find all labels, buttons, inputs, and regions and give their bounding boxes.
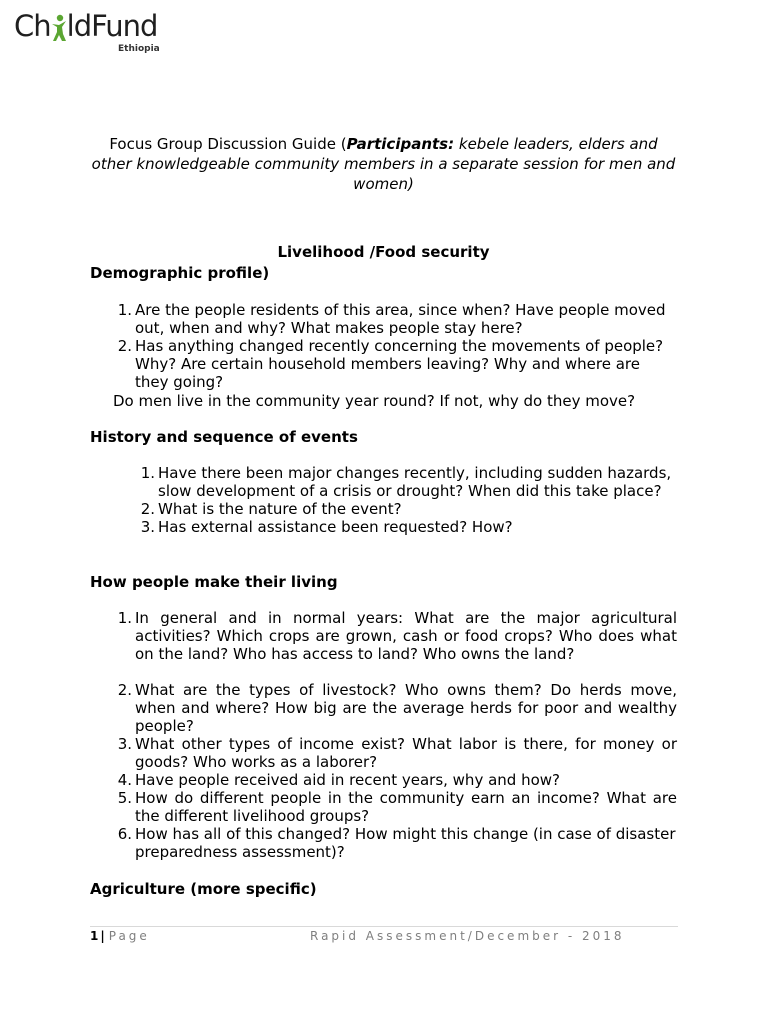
list-item: 4. Have people received aid in recent years, why and how? <box>117 771 560 789</box>
page-footer <box>90 928 678 944</box>
history-list <box>140 464 677 536</box>
section-main-heading: Livelihood /Food security <box>277 243 490 261</box>
logo-text-start: Ch <box>14 9 51 43</box>
list-item: 1. In general and in normal years: What are the major agricultural activities? Which crops are grown, cash or food crops? Who does what on the land? Who has access to land? Who owns the land? <box>117 609 677 663</box>
logo-text-end: ldFund <box>66 9 158 43</box>
child-figure-icon <box>50 14 68 42</box>
demographic-list <box>117 301 677 391</box>
title-participants-text: kebele leaders, elders and other knowledgeable community members in a separate session for men and women) <box>91 135 676 193</box>
agriculture-heading: Agriculture (more specific) <box>90 880 317 898</box>
list-item: 1. Are the people residents of this area, since when? Have people moved out, when and why? What makes people stay here? <box>117 301 666 337</box>
footer-divider <box>90 926 678 927</box>
history-heading: History and sequence of events <box>90 428 358 446</box>
list-spacer <box>135 663 677 681</box>
demographic-extra-question: Do men live in the community year round? If not, why do they move? <box>113 392 636 410</box>
list-item: 2. What is the nature of the event? <box>140 500 402 518</box>
document-title <box>90 134 677 194</box>
childfund-logo <box>14 10 162 56</box>
title-plain: Focus Group Discussion Guide ( <box>109 135 347 153</box>
page-number: 1 <box>90 929 99 943</box>
demographic-heading: Demographic profile) <box>90 264 270 282</box>
title-participants-label: Participants: <box>346 135 455 153</box>
logo-subtitle: Ethiopia <box>118 44 160 54</box>
logo-wordmark <box>14 10 162 42</box>
list-item: 5. How do different people in the community earn an income? What are the different livelihood groups? <box>117 789 677 825</box>
list-item: 3. What other types of income exist? What labor is there, for money or goods? Who works as a laborer? <box>117 735 677 771</box>
footer-separator: | <box>100 929 105 943</box>
living-list <box>117 609 677 861</box>
list-item: 6. How has all of this changed? How might this change (in case of disaster preparedness assessment)? <box>117 825 676 861</box>
list-item: 1. Have there been major changes recently, including sudden hazards, slow development of a crisis or drought? When did this take place? <box>140 464 672 500</box>
list-item: 2. Has anything changed recently concerning the movements of people? Why? Are certain household members leaving? Why and where are they going? <box>117 337 664 391</box>
living-heading: How people make their living <box>90 573 338 591</box>
list-item: 2. What are the types of livestock? Who owns them? Do herds move, when and where? How big are the average herds for poor and wealthy people? <box>117 681 677 735</box>
list-item: 3. Has external assistance been requested? How? <box>140 518 513 536</box>
page-label: Page <box>108 929 150 943</box>
footer-assessment-label: Rapid Assessment/December - 2018 <box>310 929 625 943</box>
